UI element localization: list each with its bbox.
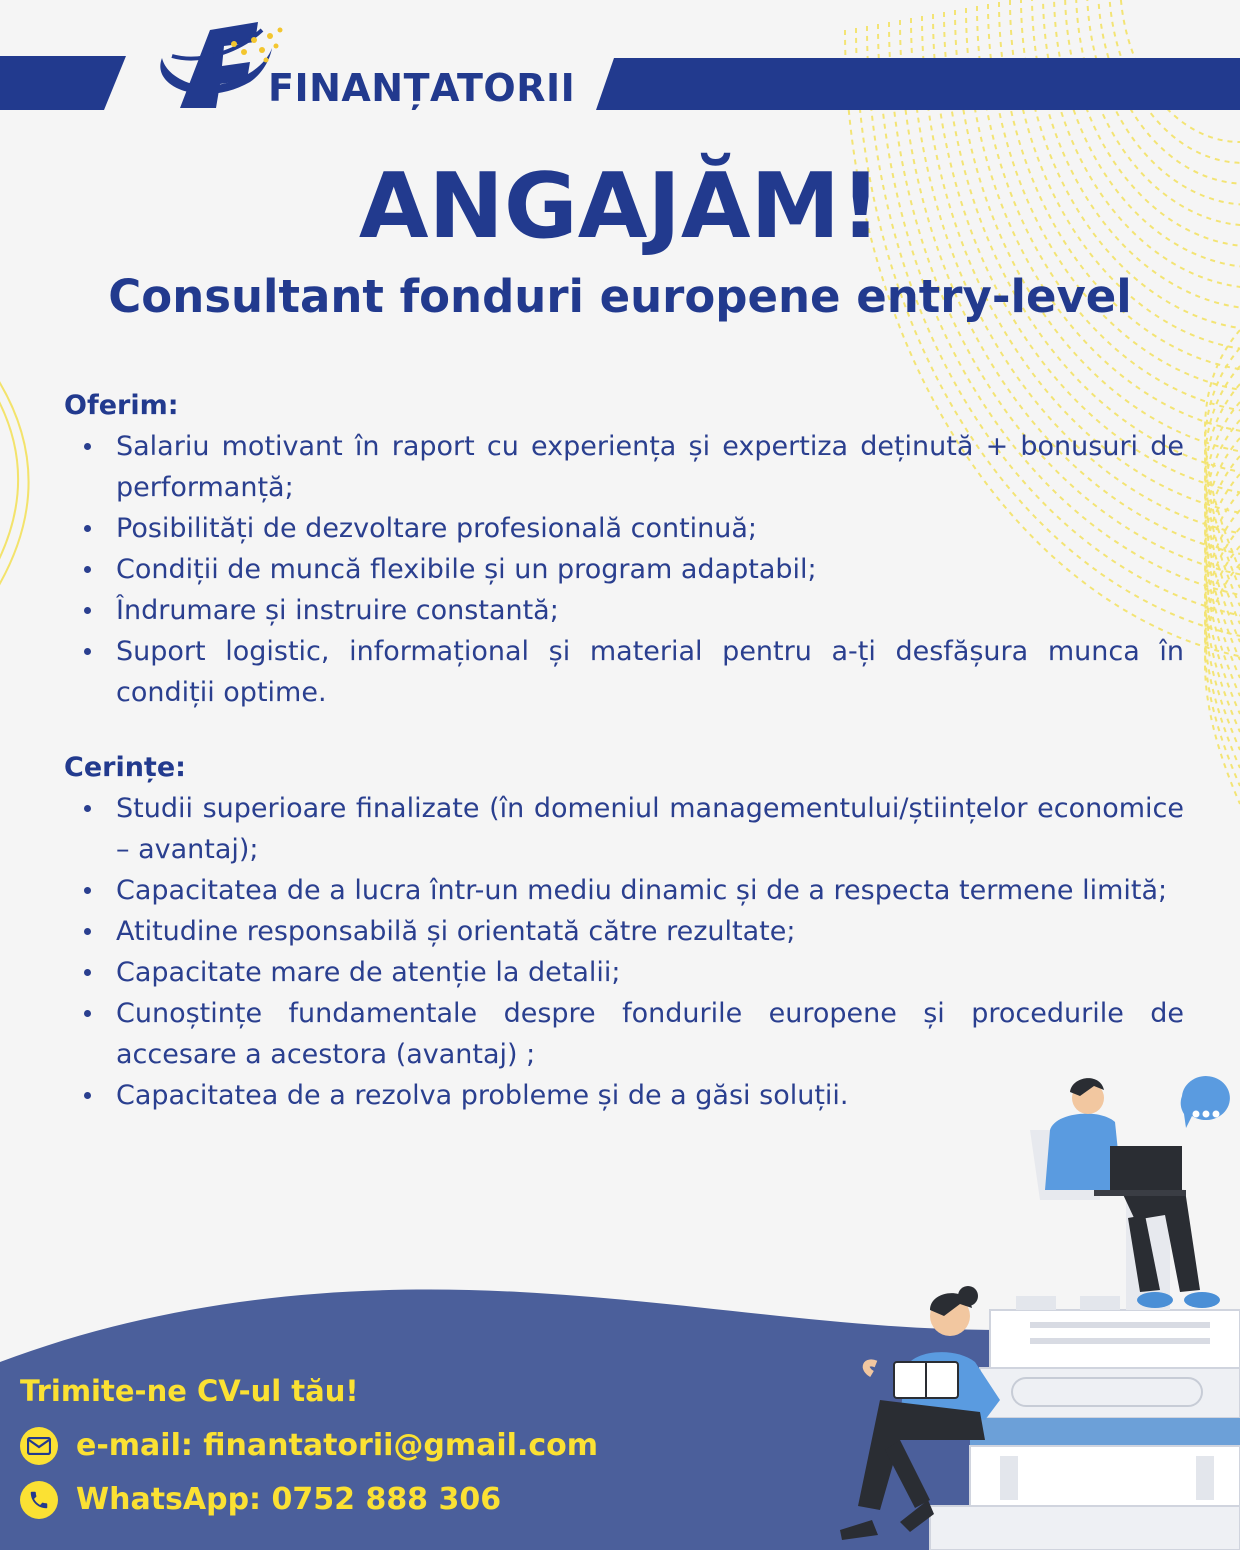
requirements-title: Cerințe: <box>64 752 186 783</box>
requirement-item: Capacitatea de a rezolva probleme și de a găsi soluții. <box>64 1075 1184 1116</box>
offer-item: Îndrumare și instruire constantă; <box>64 590 1184 631</box>
offer-item: Condiții de muncă flexibile și un program adaptabil; <box>64 549 1184 590</box>
requirements-list <box>64 788 1184 1116</box>
offer-section <box>64 386 1184 713</box>
finantatorii-logo-mark <box>160 22 282 108</box>
email-row[interactable] <box>20 1426 598 1466</box>
requirement-item: Capacitate mare de atenție la detalii; <box>64 952 1184 993</box>
requirement-item: Atitudine responsabilă și orientată către rezultate; <box>64 911 1184 952</box>
cta-title: Trimite-ne CV-ul tău! <box>20 1374 359 1408</box>
requirement-item: Capacitatea de a lucra într-un mediu dinamic și de a respecta termene limită; <box>64 870 1184 911</box>
offer-list <box>64 426 1184 713</box>
email-link[interactable]: e-mail: finantatorii@gmail.com <box>76 1428 598 1463</box>
requirement-item: Studii superioare finalizate (în domeniul managementului/științelor economice – avantaj); <box>64 788 1184 870</box>
whatsapp-row[interactable] <box>20 1480 598 1520</box>
requirement-item: Cunoștințe fundamentale despre fondurile europene și procedurile de accesare a acestora (avantaj) ; <box>64 993 1184 1075</box>
job-title: Consultant fonduri europene entry-level <box>108 270 1132 323</box>
whatsapp-number[interactable]: WhatsApp: 0752 888 306 <box>76 1482 502 1517</box>
offer-title: Oferim: <box>64 390 179 421</box>
offer-item: Salariu motivant în raport cu experiența și expertiza deținută + bonusuri de performanță; <box>64 426 1184 508</box>
header-bar-left <box>0 56 126 110</box>
offer-item: Posibilități de dezvoltare profesională continuă; <box>64 508 1184 549</box>
brand-name: FINANȚATORII <box>268 66 576 110</box>
phone-icon <box>20 1481 58 1519</box>
requirements-section <box>64 748 1184 1116</box>
envelope-icon <box>20 1427 58 1465</box>
contact-block <box>20 1370 598 1520</box>
offer-item: Suport logistic, informațional și material pentru a-ți desfășura munca în condiții optime. <box>64 631 1184 713</box>
headline: ANGAJĂM! <box>358 154 882 259</box>
left-arc-lines <box>0 330 29 600</box>
header-bar-right <box>596 58 1240 110</box>
